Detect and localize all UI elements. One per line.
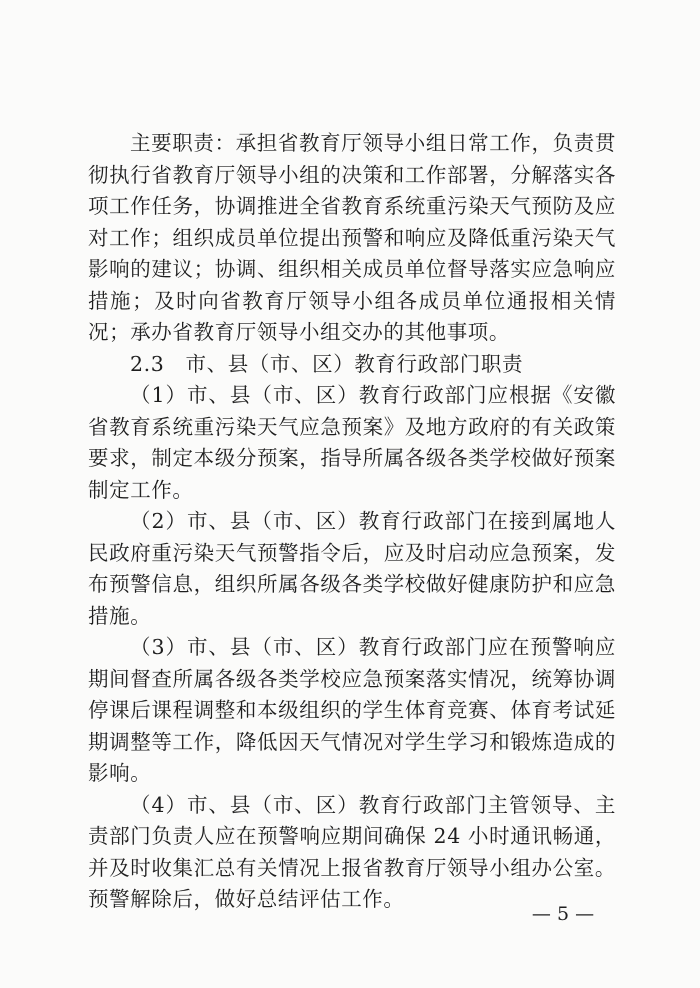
paragraph-item-3: （3）市、县（市、区）教育行政部门应在预警响应期间督查所属各级各类学校应急预案落实情况，统筹协调停课后课程调整和本级组织的学生体育竞赛、体育考试延期调整等工作，降低因天气情况对学生学习和锻炼造成的影响。 (88, 635, 616, 785)
paragraph-item-1: （1）市、县（市、区）教育行政部门应根据《安徽省教育系统重污染天气应急预案》及地方政府的有关政策要求，制定本级分预案，指导所属各级各类学校做好预案制定工作。 (88, 383, 616, 502)
page-number: — 5 — (531, 903, 595, 925)
document-body (88, 128, 616, 916)
paragraph-item-2: （2）市、县（市、区）教育行政部门在接到属地人民政府重污染天气预警指令后，应及时启动应急预案，发布预警信息，组织所属各级各类学校做好健康防护和应急措施。 (88, 509, 616, 628)
paragraph-item-4: （4）市、县（市、区）教育行政部门主管领导、主责部门负责人应在预警响应期间确保 24 小时通讯畅通，并及时收集汇总有关情况上报省教育厅领导小组办公室。预警解除后，做好总结评估工作。 (88, 792, 616, 911)
paragraph-main-duties: 主要职责：承担省教育厅领导小组日常工作，负责贯彻执行省教育厅领导小组的决策和工作部署，分解落实各项工作任务，协调推进全省教育系统重污染天气预防及应对工作；组织成员单位提出预警和响应及降低重污染天气影响的建议；协调、组织相关成员单位督导落实应急响应措施；及时向省教育厅领导小组各成员单位通报相关情况；承办省教育厅领导小组交办的其他事项。 (88, 131, 616, 344)
section-heading: 2.3 市、县（市、区）教育行政部门职责 (130, 351, 524, 376)
